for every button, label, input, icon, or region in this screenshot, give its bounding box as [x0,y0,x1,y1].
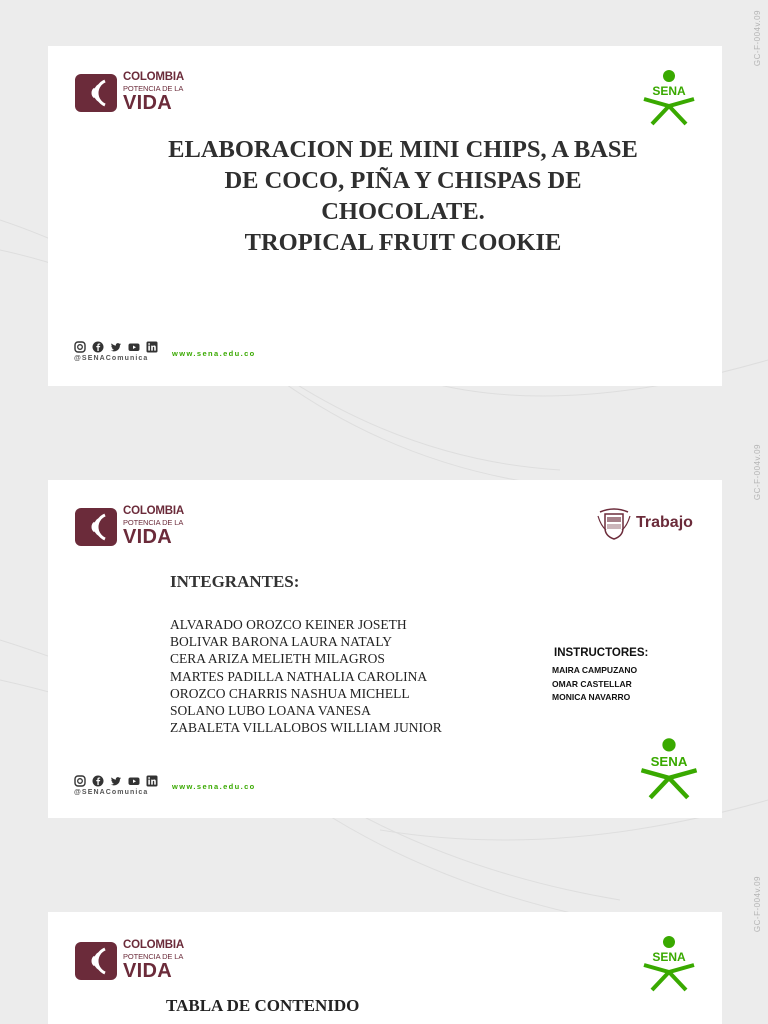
title-line: DE COCO, PIÑA Y CHISPAS DE [224,167,582,194]
sena-logo-label: SENA [650,753,688,769]
social-handle: @SENAComunica [74,355,149,362]
colombia-logo-mark-icon [75,942,117,980]
sena-logo-icon [640,934,698,992]
colombia-logo-mark-icon [75,508,117,546]
instructores-heading: INSTRUCTORES: [554,647,649,659]
logo-line-potencia: POTENCIA DE LA [123,83,184,93]
colombia-potencia-logo [75,506,184,547]
sena-logo-label: SENA [652,84,686,98]
title-line: ELABORACION DE MINI CHIPS, A BASE [168,136,638,163]
twitter-icon[interactable] [110,340,122,352]
twitter-icon[interactable] [110,774,122,786]
instagram-icon[interactable] [74,774,86,786]
logo-line-colombia: COLOMBIA [123,71,185,83]
colombia-potencia-logo [75,940,184,981]
title-line: CHOCOLATE. [321,198,485,225]
list-item: MONICA NAVARRO [552,692,631,703]
website-link[interactable]: www.sena.edu.co [172,349,256,358]
social-handle: @SENAComunica [74,789,149,796]
list-item: MARTES PADILLA NATHALIA CAROLINA [170,668,428,684]
social-links [74,774,158,796]
slide-integrantes [48,480,722,818]
list-item: ALVARADO OROZCO KEINER JOSETH [170,617,407,632]
sena-logo-icon [636,736,702,800]
logo-line-potencia: POTENCIA DE LA [123,517,184,527]
instructores-list [552,664,637,705]
list-item: OMAR CASTELLAR [552,678,632,689]
logo-line-vida: VIDA [123,526,172,548]
linkedin-icon[interactable] [146,340,158,352]
toc-heading: TABLA DE CONTENIDO [166,996,360,1015]
logo-line-colombia: COLOMBIA [123,505,185,517]
sena-logo [636,736,702,800]
colombia-potencia-logo [75,72,184,113]
list-item: ZABALETA VILLALOBOS WILLIAM JUNIOR [170,720,442,736]
slide-title-text [143,134,663,258]
list-item: CERA ARIZA MELIETH MILAGROS [170,651,385,667]
colombia-logo-mark-icon [75,74,117,112]
sena-logo-label: SENA [652,950,686,964]
trabajo-label: Trabajo [636,514,693,531]
slide-tabla-contenido [48,912,722,1024]
sena-logo [640,934,698,992]
sena-logo [640,68,698,126]
sena-logo-icon [640,68,698,126]
document-code: GC-F-004v.09 [753,10,762,67]
document-code: GC-F-004v.09 [753,444,762,501]
social-links [74,340,158,362]
members-list [170,616,442,736]
logo-line-colombia: COLOMBIA [123,939,185,951]
integrantes-heading: INTEGRANTES: [170,572,300,591]
title-line: TROPICAL FRUIT COOKIE [244,229,562,256]
youtube-icon[interactable] [128,774,140,786]
coat-of-arms-icon [596,504,632,542]
logo-line-vida: VIDA [123,92,172,114]
facebook-icon[interactable] [92,774,104,786]
facebook-icon[interactable] [92,340,104,352]
slide-title [48,46,722,386]
ministerio-trabajo-logo [596,504,693,542]
logo-line-vida: VIDA [123,960,172,982]
document-code: GC-F-004v.09 [753,876,762,933]
linkedin-icon[interactable] [146,774,158,786]
youtube-icon[interactable] [128,340,140,352]
list-item: SOLANO LUBO LOANA VANESA [170,703,371,719]
list-item: BOLIVAR BARONA LAURA NATALY [170,634,392,650]
logo-line-potencia: POTENCIA DE LA [123,951,184,961]
instagram-icon[interactable] [74,340,86,352]
list-item: OROZCO CHARRIS NASHUA MICHELL [170,685,410,701]
website-link[interactable]: www.sena.edu.co [172,782,256,791]
list-item: MAIRA CAMPUZANO [552,665,638,675]
